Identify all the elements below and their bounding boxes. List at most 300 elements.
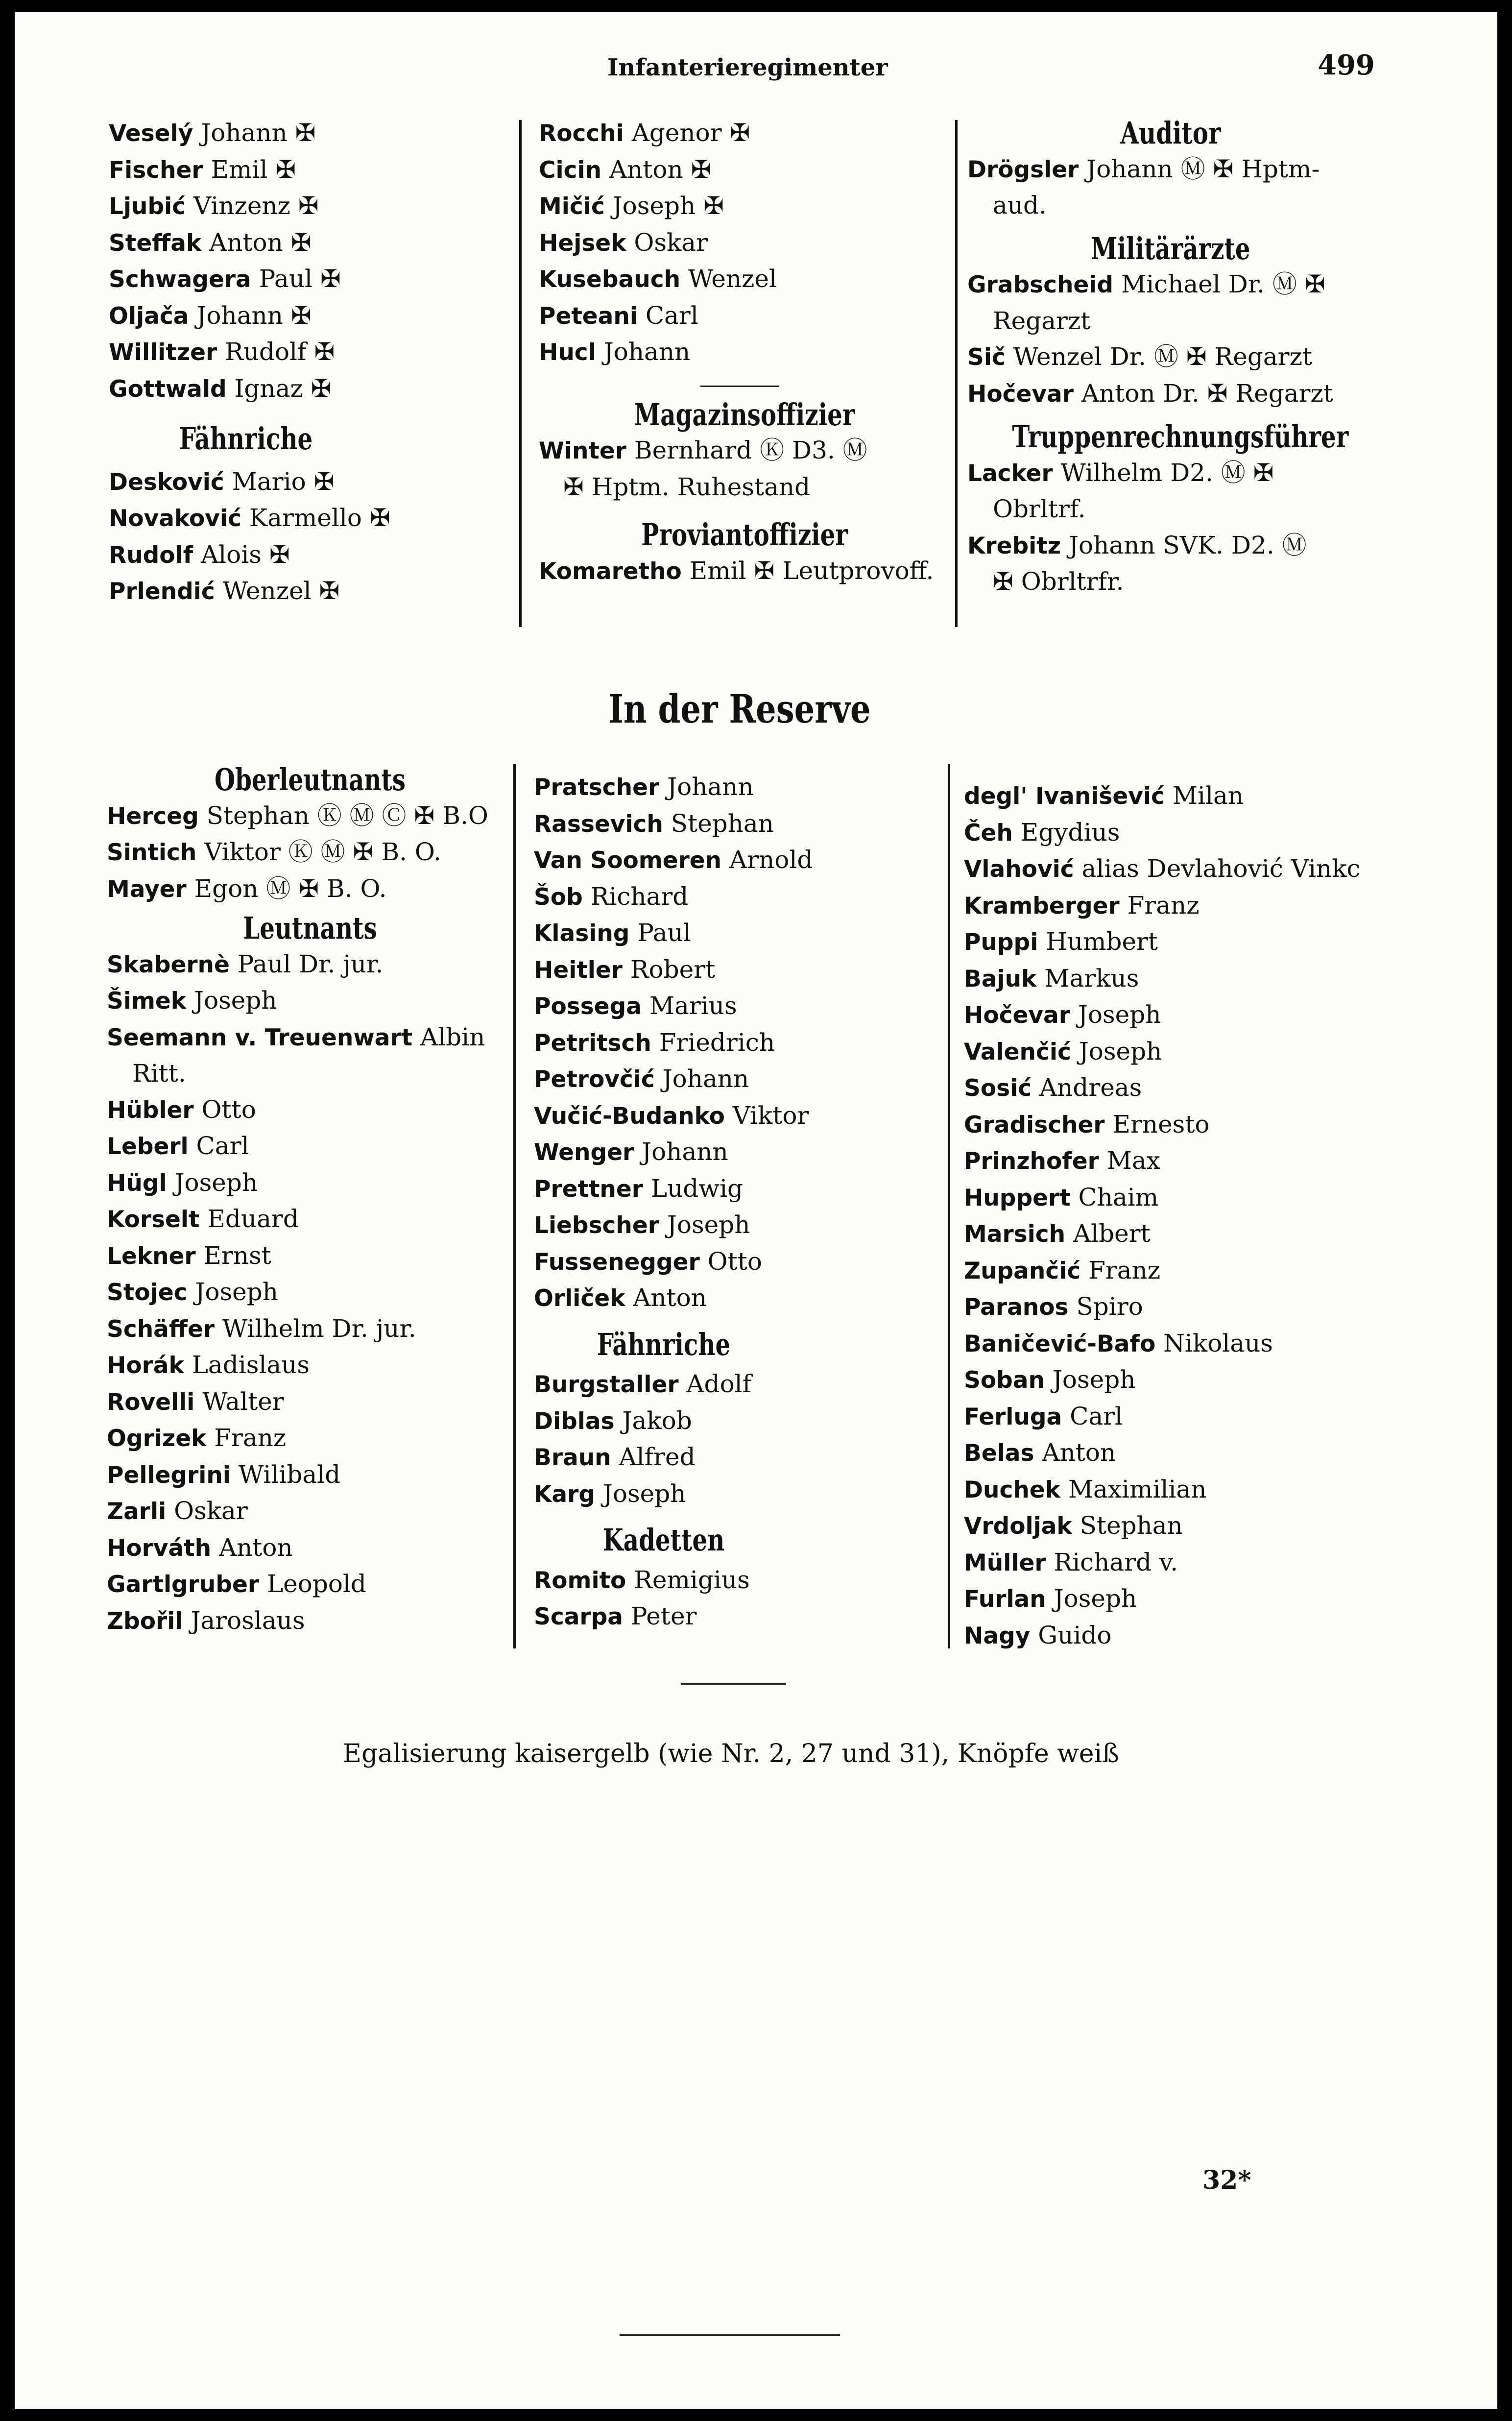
surname: Braun (534, 1444, 611, 1471)
given-name: Franz (214, 1424, 287, 1452)
officer-entry (964, 1326, 1370, 1362)
officer-entry (534, 769, 940, 806)
given-name: Paul (637, 919, 691, 947)
surname: Vučić-Budanko (534, 1102, 725, 1130)
officer-entry (109, 298, 510, 335)
officer-entry (107, 1530, 513, 1567)
given-name: Otto (201, 1095, 256, 1124)
officer-entry (964, 1289, 1370, 1326)
given-name: Egon Ⓜ ✠ B. O. (194, 874, 387, 903)
surname: Van Soomeren (534, 847, 722, 874)
surname: Kusebauch (539, 266, 681, 293)
given-name: Carl (1070, 1402, 1123, 1430)
truppen-entry: Krebitz Johann SVK. D2. Ⓜ (967, 531, 1307, 559)
officer-entry (964, 1362, 1370, 1399)
surname: Petrovčić (534, 1066, 655, 1093)
officer-entry (107, 834, 513, 871)
militaraerzte-entry-cont: Regarzt (993, 306, 1091, 335)
divider-rule (700, 386, 779, 387)
cross-icon: ✠ (683, 155, 712, 184)
officer-entry (964, 1472, 1370, 1508)
given-name: Ritt. (132, 1059, 186, 1088)
cross-icon: ✠ (306, 467, 335, 496)
surname: Mičić (539, 193, 605, 220)
reserve-fahnriche-heading: Fähnriche (597, 1326, 731, 1362)
officer-entry (539, 261, 950, 298)
officer-entry (539, 152, 950, 189)
signature-mark: 32* (1202, 2165, 1251, 2195)
given-name: Jaroslaus (191, 1606, 305, 1635)
officer-entry (107, 1493, 513, 1530)
officer-entry (539, 188, 950, 225)
officer-entry (964, 997, 1370, 1034)
surname: Pratscher (534, 774, 660, 801)
given-name: Anton (633, 1283, 707, 1312)
officer-entry (964, 851, 1370, 888)
given-name: Maximilian (1068, 1475, 1207, 1503)
surname: Rovelli (107, 1388, 195, 1416)
cross-icon: ✠ (303, 374, 332, 403)
given-name: Arnold (729, 846, 813, 874)
surname: Ferluga (964, 1403, 1062, 1430)
given-name: Chaim (1078, 1183, 1159, 1211)
given-name: Anton (1042, 1438, 1116, 1467)
surname: Desković (109, 468, 224, 496)
surname: Puppi (964, 929, 1038, 956)
surname: Seemann v. Treuenwart (107, 1024, 413, 1051)
surname: Šimek (107, 988, 187, 1015)
officer-entry (964, 888, 1370, 924)
surname: Schwagera (109, 266, 251, 293)
officer-entry (109, 261, 510, 298)
surname: Willitzer (109, 339, 217, 366)
surname: Skabernè (107, 951, 230, 978)
surname: Possega (534, 993, 642, 1020)
officer-entry (107, 1347, 513, 1384)
given-name: Ernesto (1112, 1110, 1210, 1138)
officer-entry (539, 334, 950, 371)
given-name: Robert (630, 955, 716, 984)
officer-entry (964, 1545, 1370, 1581)
surname: Nagy (964, 1622, 1031, 1649)
officer-entry (964, 1180, 1370, 1216)
officer-entry (107, 1092, 513, 1129)
given-name: Mario (232, 467, 306, 496)
officer-entry (964, 1508, 1370, 1545)
militaraerzte-heading: Militärärzte (1091, 230, 1250, 266)
given-name: Joseph (1079, 1037, 1162, 1065)
given-name: Walter (202, 1387, 284, 1416)
given-name: Johann (603, 338, 691, 366)
officer-entry (534, 988, 940, 1025)
surname: Heitler (534, 956, 623, 984)
given-name: Joseph (1054, 1584, 1137, 1613)
oberleutnants-heading: Oberleutnants (214, 762, 406, 798)
given-name: Joseph (1052, 1365, 1136, 1394)
officer-entry (109, 573, 510, 610)
fahnriche-heading: Fähnriche (179, 421, 313, 457)
surname: Horváth (107, 1534, 212, 1562)
surname: Ljubić (109, 193, 186, 220)
surname: Kramberger (964, 892, 1120, 920)
top-left-column (109, 115, 510, 610)
given-name: Egydius (1020, 818, 1120, 847)
given-name: Anton (609, 155, 683, 184)
given-name: Wenzel (222, 577, 312, 605)
given-name: Alfred (619, 1443, 696, 1471)
officer-entry (534, 1476, 940, 1513)
officer-entry (107, 1311, 513, 1348)
given-name: Johann (662, 1065, 749, 1093)
surname: Huppert (964, 1184, 1071, 1211)
surname: Novaković (109, 505, 241, 532)
given-name: Johann (201, 119, 288, 147)
given-name: Spiro (1076, 1292, 1143, 1321)
given-name: Joseph (174, 1168, 258, 1197)
given-name: Franz (1088, 1256, 1161, 1284)
cross-icon: ✠ (267, 155, 296, 184)
surname: Hucl (539, 339, 596, 366)
surname: Leberl (107, 1133, 189, 1160)
given-name: Paul (259, 265, 313, 293)
officer-entry (107, 983, 513, 1019)
officer-entry (109, 225, 510, 262)
officer-entry (964, 924, 1370, 961)
given-name: Ladislaus (192, 1351, 310, 1379)
given-name: Guido (1038, 1621, 1112, 1649)
surname: Horák (107, 1352, 184, 1379)
given-name: Joseph (602, 1479, 686, 1508)
surname: Prettner (534, 1175, 643, 1203)
officer-entry (109, 371, 510, 408)
surname: Marsich (964, 1221, 1066, 1248)
officer-entry (534, 842, 940, 879)
surname: Liebscher (534, 1212, 659, 1239)
truppen-entry: Lacker Wilhelm D2. Ⓜ ✠ (967, 458, 1274, 487)
proviant-heading: Proviantoffizier (641, 517, 848, 553)
given-name: Joseph (1078, 1000, 1161, 1029)
given-name: Ernst (203, 1241, 271, 1270)
auditor-entry-cont: aud. (993, 191, 1047, 219)
given-name: Joseph (193, 986, 277, 1015)
officer-entry (534, 1098, 940, 1135)
reserve-left-column (107, 762, 513, 1639)
surname: Rudolf (109, 541, 193, 569)
given-name: Adolf (686, 1370, 752, 1398)
officer-entry (964, 1253, 1370, 1289)
given-name: Richard v. (1054, 1548, 1178, 1576)
surname: Romito (534, 1567, 626, 1594)
cross-icon: ✠ (306, 338, 335, 366)
militaraerzte-entry: Grabscheid Michael Dr. Ⓜ ✠ (967, 270, 1325, 298)
given-name: Johann (642, 1138, 728, 1166)
officer-entry (107, 1420, 513, 1457)
surname: Sosić (964, 1075, 1032, 1102)
surname: Rocchi (539, 120, 624, 147)
officer-entry (107, 1165, 513, 1202)
officer-entry (964, 1070, 1370, 1107)
page-number: 499 (1318, 49, 1375, 81)
divider-rule (681, 1683, 786, 1685)
officer-entry (107, 1566, 513, 1603)
given-name: Friedrich (659, 1028, 775, 1057)
given-name: Albin (420, 1022, 485, 1051)
given-name: Johann (196, 301, 283, 330)
officer-entry (109, 152, 510, 189)
officer-entry (109, 500, 510, 537)
given-name: Stephan Ⓚ Ⓜ Ⓒ ✠ B.O (206, 801, 488, 830)
officer-entry (534, 915, 940, 952)
surname: Klasing (534, 920, 630, 947)
surname: Gottwald (109, 375, 227, 403)
officer-entry (109, 334, 510, 371)
truppen-entry-cont: ✠ Obrltrfr. (993, 567, 1124, 596)
officer-entry (107, 1603, 513, 1640)
officer-entry (964, 815, 1370, 851)
top-middle-column (539, 115, 950, 589)
officer-entry (107, 1384, 513, 1421)
surname: Valenčić (964, 1038, 1071, 1065)
cross-icon: ✠ (696, 192, 724, 220)
cross-icon: ✠ (290, 192, 319, 220)
surname: Lekner (107, 1242, 196, 1270)
cross-icon: ✠ (261, 540, 290, 569)
officer-entry (964, 1399, 1370, 1435)
officer-entry (964, 1581, 1370, 1618)
surname: Duchek (964, 1476, 1060, 1503)
given-name: Albert (1073, 1219, 1151, 1248)
surname: Paranos (964, 1294, 1069, 1321)
officer-entry (107, 1019, 513, 1056)
officer-entry (964, 1435, 1370, 1472)
surname: Cicin (539, 156, 602, 184)
given-name: Markus (1044, 964, 1139, 993)
surname: Burgstaller (534, 1371, 679, 1398)
officer-entry (964, 961, 1370, 997)
officer-entry (109, 537, 510, 574)
officer-entry (109, 115, 510, 152)
reserve-title: In der Reserve (608, 686, 871, 732)
surname: Baničević-Bafo (964, 1330, 1156, 1357)
surname: Diblas (534, 1407, 615, 1435)
surname: degl' Ivanišević (964, 783, 1165, 810)
officer-entry (539, 225, 950, 262)
given-name: Viktor Ⓚ Ⓜ ✠ B. O. (204, 838, 441, 866)
officer-entry (534, 879, 940, 916)
surname: Hübler (107, 1096, 194, 1124)
given-name: Marius (649, 992, 737, 1020)
given-name: Viktor (732, 1101, 809, 1130)
given-name: Alois (201, 540, 262, 569)
surname: Gradischer (964, 1111, 1105, 1138)
kadetten-heading: Kadetten (602, 1522, 725, 1558)
militaraerzte-entry: Hočevar Anton Dr. ✠ Regarzt (967, 379, 1333, 408)
cross-icon: ✠ (361, 504, 390, 532)
surname: Vrdoljak (964, 1513, 1072, 1540)
given-name: Peter (630, 1602, 697, 1630)
officer-entry (107, 1056, 513, 1092)
surname: Herceg (107, 802, 199, 830)
cross-icon: ✠ (721, 119, 750, 147)
surname: Orliček (534, 1285, 625, 1312)
column-divider (948, 764, 950, 1648)
given-name: Ludwig (650, 1174, 744, 1203)
given-name: Stephan (1080, 1511, 1183, 1540)
running-header: Infanterieregimenter (607, 54, 888, 81)
surname: Hočevar (964, 1002, 1070, 1029)
given-name: Joseph (612, 192, 696, 220)
surname: Prinzhofer (964, 1148, 1099, 1175)
given-name: Eduard (207, 1205, 299, 1233)
surname: Korselt (107, 1206, 200, 1233)
given-name: Oskar (634, 228, 708, 257)
surname: Čeh (964, 819, 1013, 847)
surname: Sintich (107, 839, 197, 866)
surname: Gartlgruber (107, 1571, 260, 1598)
surname: Steffak (109, 229, 202, 257)
officer-entry (964, 1618, 1370, 1654)
officer-entry (964, 1143, 1370, 1180)
surname: Fischer (109, 156, 203, 184)
cross-icon: ✠ (283, 301, 312, 330)
officer-entry (534, 1134, 940, 1171)
surname: Pellegrini (107, 1461, 231, 1489)
given-name: Max (1106, 1146, 1160, 1175)
given-name: Joseph (195, 1278, 278, 1306)
surname: Hejsek (539, 229, 626, 257)
surname: Prlendić (109, 578, 215, 605)
top-right-column (967, 115, 1374, 600)
given-name: Humbert (1046, 927, 1158, 956)
officer-entry (109, 464, 510, 501)
reserve-right-column (964, 778, 1370, 1654)
militaraerzte-entry: Sič Wenzel Dr. Ⓜ ✠ Regarzt (967, 342, 1313, 371)
given-name: Carl (645, 301, 698, 330)
surname: Mayer (107, 875, 187, 903)
officer-entry (534, 952, 940, 989)
officer-entry (534, 1061, 940, 1098)
officer-entry (107, 798, 513, 835)
surname: Peteani (539, 302, 638, 330)
surname: Šob (534, 883, 583, 911)
given-name: Anton (219, 1533, 293, 1562)
officer-entry (107, 1457, 513, 1494)
given-name: Paul Dr. jur. (237, 949, 384, 978)
surname: Furlan (964, 1586, 1046, 1613)
auditor-heading: Auditor (1120, 115, 1221, 151)
given-name: Nikolaus (1163, 1329, 1273, 1357)
given-name: Anton (209, 228, 283, 257)
divider-rule (620, 2334, 840, 2336)
officer-entry (534, 1171, 940, 1208)
given-name: Milan (1172, 781, 1244, 810)
given-name: Wilibald (238, 1460, 341, 1489)
cross-icon: ✠ (311, 577, 340, 605)
given-name: Otto (707, 1247, 762, 1276)
officer-entry (534, 806, 940, 843)
cross-icon: ✠ (287, 119, 316, 147)
surname: Veselý (109, 120, 193, 147)
given-name: Rudolf (225, 338, 307, 366)
cross-icon: ✠ (312, 265, 341, 293)
officer-entry (534, 1025, 940, 1062)
magazin-entry: Winter Bernhard Ⓚ D3. Ⓜ (539, 436, 867, 464)
magazin-heading: Magazinsoffizier (634, 396, 855, 433)
auditor-entry: Drögsler Johann Ⓜ ✠ Hptm- (967, 154, 1320, 183)
surname: Petritsch (534, 1029, 651, 1057)
officer-entry (534, 1366, 940, 1403)
given-name: Leopold (266, 1570, 366, 1598)
surname: Karg (534, 1480, 595, 1508)
surname: Rassevich (534, 810, 663, 838)
officer-entry (964, 1034, 1370, 1070)
column-divider (519, 120, 522, 627)
surname: Fussenegger (534, 1248, 700, 1276)
given-name: Agenor (631, 119, 722, 147)
officer-entry (534, 1244, 940, 1281)
leutnants-heading: Leutnants (243, 910, 377, 946)
surname: Stojec (107, 1279, 188, 1306)
surname: Bajuk (964, 965, 1037, 993)
officer-entry (107, 1238, 513, 1275)
officer-entry (539, 115, 950, 152)
surname: Müller (964, 1549, 1046, 1576)
column-divider (513, 764, 516, 1648)
given-name: Carl (196, 1132, 249, 1160)
officer-entry (107, 946, 513, 983)
given-name: Jakob (622, 1406, 692, 1435)
cross-icon: ✠ (283, 228, 312, 257)
officer-entry (534, 1280, 940, 1317)
officer-entry (539, 298, 950, 335)
given-name: Emil (211, 155, 268, 184)
surname: Scarpa (534, 1603, 623, 1630)
truppenrechnungsfuehrer-heading: Truppenrechnungsführer (1012, 419, 1349, 455)
officer-entry (534, 1439, 940, 1476)
given-name: Franz (1127, 891, 1200, 920)
surname: Belas (964, 1440, 1034, 1467)
given-name: Joseph (667, 1210, 750, 1239)
officer-entry (534, 1598, 940, 1635)
officer-entry (534, 1207, 940, 1244)
given-name: Wilhelm Dr. jur. (222, 1314, 416, 1343)
surname: Soban (964, 1367, 1045, 1394)
given-name: Wenzel (688, 265, 777, 293)
given-name: alias Devlahović Vinkc (1081, 854, 1361, 883)
officer-entry (534, 1562, 940, 1599)
column-divider (955, 120, 958, 627)
officer-entry (107, 1201, 513, 1238)
surname: Zbořil (107, 1607, 183, 1635)
officer-entry (107, 1274, 513, 1311)
officer-entry (964, 778, 1370, 815)
surname: Wenger (534, 1139, 634, 1166)
surname: Zarli (107, 1498, 167, 1525)
surname: Hügl (107, 1169, 167, 1197)
officer-entry (107, 871, 513, 908)
surname: Zupančić (964, 1257, 1081, 1284)
given-name: Remigius (634, 1565, 750, 1594)
footer-note: Egalisierung kaisergelb (wie Nr. 2, 27 und 31), Knöpfe weiß (343, 1739, 1119, 1768)
surname: Oljača (109, 302, 189, 330)
given-name: Richard (590, 882, 689, 911)
given-name: Vinzenz (193, 192, 290, 220)
given-name: Ignaz (234, 374, 303, 403)
magazin-entry-cont: ✠ Hptm. Ruhestand (563, 472, 811, 501)
surname: Schäffer (107, 1315, 215, 1343)
reserve-middle-column (534, 769, 940, 1635)
officer-entry (964, 1107, 1370, 1143)
